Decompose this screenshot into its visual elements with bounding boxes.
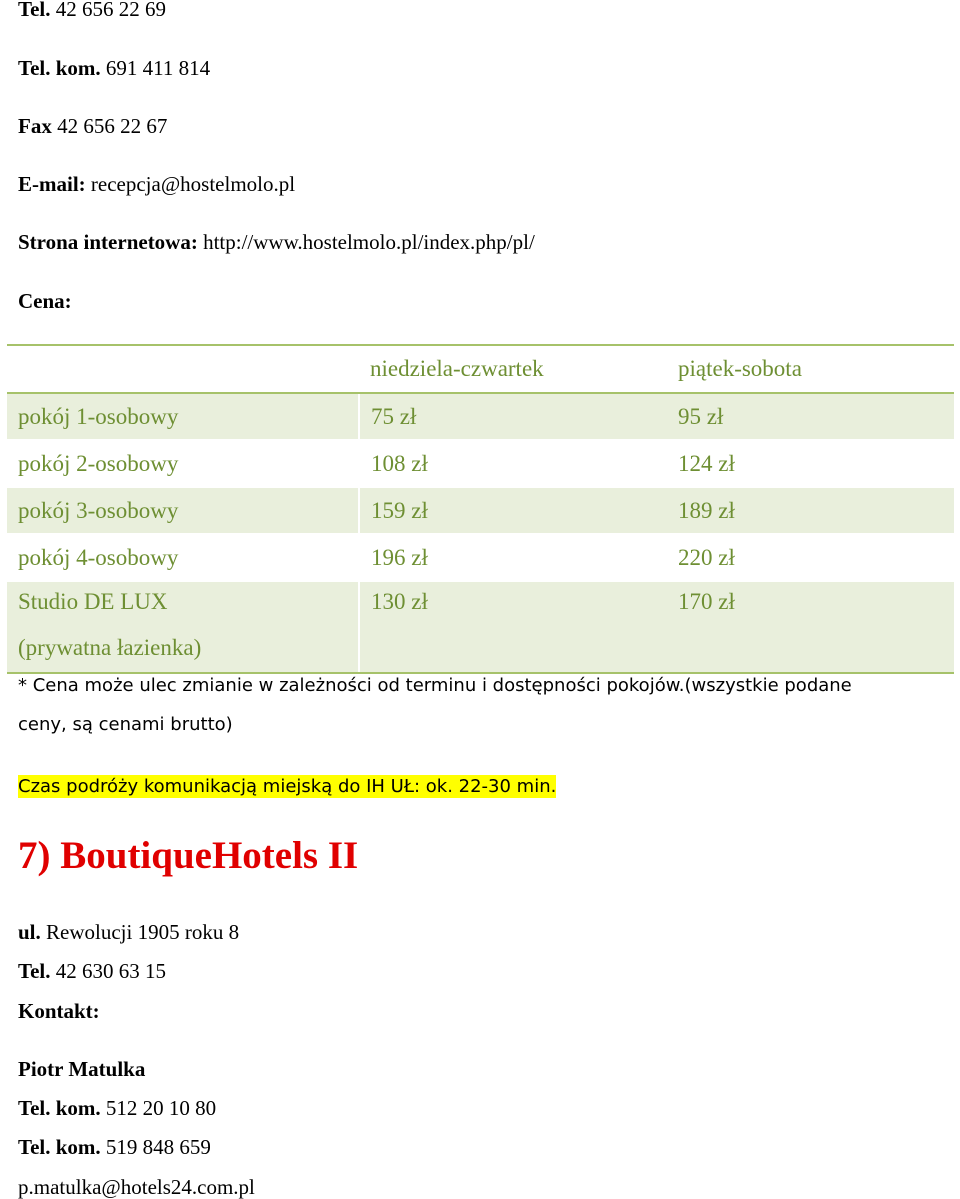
- email-label: E-mail:: [18, 172, 86, 196]
- table-row: [7, 487, 954, 534]
- hotel-email-link[interactable]: p.matulka@hotels24.com.pl: [18, 1175, 255, 1199]
- telkom2-line: [18, 1135, 211, 1159]
- hotel-tel-value: 42 630 63 15: [55, 959, 166, 983]
- email-line: [18, 172, 295, 196]
- telkom1-label: Tel. kom.: [18, 1096, 101, 1120]
- telkom1-value: 512 20 10 80: [105, 1096, 217, 1120]
- telkom-label: Tel. kom.: [18, 56, 101, 80]
- price-note-line1: * Cena może ulec zmianie w zależności od terminu i dostępności pokojów.(wszystkie podane: [18, 675, 852, 696]
- tel-value: 42 656 22 69: [55, 0, 166, 21]
- room-type: pokój 3-osobowy: [7, 487, 359, 534]
- website-line: [18, 230, 535, 254]
- hotel-email-line: [18, 1175, 255, 1199]
- tel-line: [18, 0, 166, 21]
- price-table: [7, 344, 954, 674]
- website-label: Strona internetowa:: [18, 230, 198, 254]
- room-type: [7, 581, 359, 673]
- telkom2-value: 519 848 659: [105, 1135, 211, 1159]
- telkom-value: 691 411 814: [105, 56, 211, 80]
- price-label: Cena:: [18, 289, 72, 313]
- travel-time-line: [18, 773, 556, 799]
- price-weekend: 95 zł: [667, 393, 954, 440]
- room-type: pokój 2-osobowy: [7, 440, 359, 487]
- header-empty-cell: [7, 345, 359, 393]
- room-type: pokój 1-osobowy: [7, 393, 359, 440]
- telkom-line: [18, 56, 210, 80]
- table-row: [7, 440, 954, 487]
- table-row: [7, 534, 954, 581]
- contact-label: Kontakt:: [18, 999, 100, 1023]
- price-label-line: [18, 289, 72, 313]
- contact-name: Piotr Matulka: [18, 1057, 146, 1081]
- hotel-tel-label: Tel.: [18, 959, 51, 983]
- price-weekday: 130 zł: [359, 581, 667, 673]
- contact-name-line: [18, 1057, 145, 1081]
- price-weekend: 170 zł: [667, 581, 954, 673]
- fax-label: Fax: [18, 114, 52, 138]
- fax-line: [18, 114, 167, 138]
- header-weekday: niedziela-czwartek: [359, 345, 667, 393]
- price-weekday: 159 zł: [359, 487, 667, 534]
- telkom1-line: [18, 1096, 216, 1120]
- travel-time: Czas podróży komunikacją miejską do IH UŁ: ok. 22-30 min.: [18, 776, 557, 797]
- room-type: pokój 4-osobowy: [7, 534, 359, 581]
- contact-label-line: [18, 999, 100, 1023]
- price-table-header: [7, 345, 954, 393]
- price-weekday: 108 zł: [359, 440, 667, 487]
- header-weekend: piątek-sobota: [667, 345, 954, 393]
- price-weekday: 196 zł: [359, 534, 667, 581]
- telkom2-label: Tel. kom.: [18, 1135, 101, 1159]
- email-link[interactable]: recepcja@hostelmolo.pl: [90, 172, 296, 196]
- room-type-line1: Studio DE LUX: [18, 589, 168, 614]
- price-weekend: 124 zł: [667, 440, 954, 487]
- table-row: [7, 393, 954, 440]
- fax-value: 42 656 22 67: [57, 114, 168, 138]
- address-line: [18, 920, 239, 944]
- price-note-line2: ceny, są cenami brutto): [18, 714, 233, 735]
- hotel-tel-line: [18, 959, 166, 983]
- table-row: [7, 581, 954, 673]
- address-label: ul.: [18, 920, 41, 944]
- price-weekend: 189 zł: [667, 487, 954, 534]
- hotel-heading: 7) BoutiqueHotels II: [18, 834, 359, 877]
- price-weekday: 75 zł: [359, 393, 667, 440]
- website-link[interactable]: http://www.hostelmolo.pl/index.php/pl/: [203, 230, 535, 254]
- price-weekend: 220 zł: [667, 534, 954, 581]
- address-value: Rewolucji 1905 roku 8: [46, 920, 240, 944]
- room-type-line2: (prywatna łazienka): [18, 635, 202, 660]
- tel-label: Tel.: [18, 0, 51, 21]
